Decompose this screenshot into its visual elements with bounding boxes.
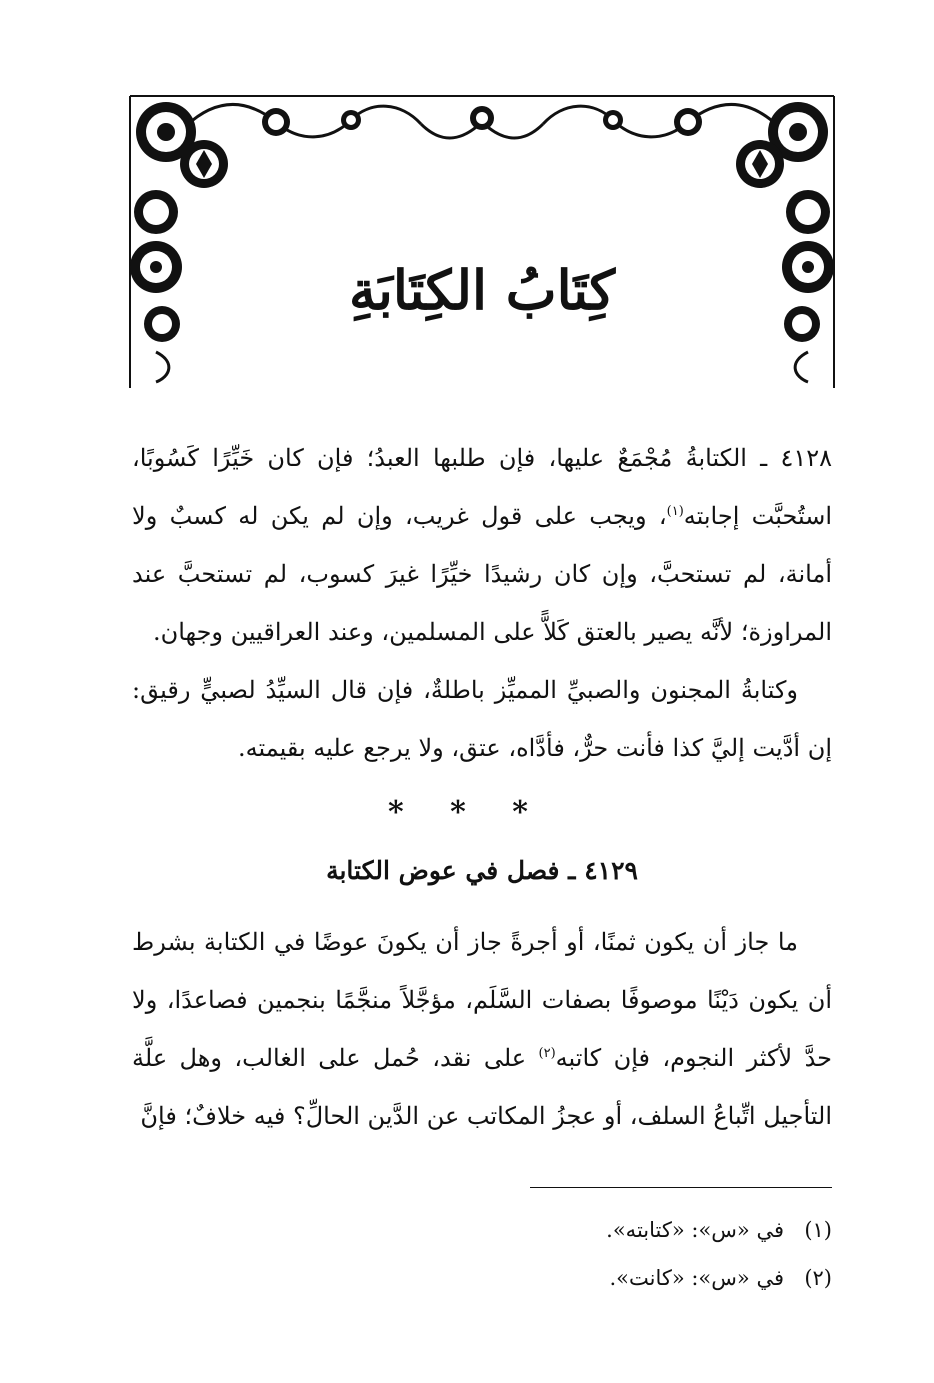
- section-heading: ٤١٢٩ ـ فصل في عوض الكتابة: [326, 856, 638, 885]
- ornamental-frame: [126, 92, 838, 392]
- section-separator: * * *: [388, 795, 546, 830]
- footnotes: [132, 1206, 832, 1302]
- paragraph-text: ، ويجب على قول غريب، وإن لم يكن له كسبٌ ولا أمانة، لم تستحبَّ، وإن كان رشيدًا خيِّرًا غيرَ كسوب، لم تستحبَّ عند المراوزة؛ لأنَّه يصير بالعتق كَلاًّ على المسلمين، وعند العراقيين وجهان.: [132, 502, 832, 646]
- footnote-number: (٢): [804, 1266, 832, 1290]
- footnote-1: [132, 1206, 832, 1254]
- entry-4128-paragraph-2: وكتابةُ المجنون والصبيِّ المميِّز باطلةٌ، فإن قال السيِّدُ لصبيٍّ رقيق: إن أدَّيت إليَّ كذا فأنت حرٌّ، فأدَّاه، عتق، ولا يرجع عليه بقيمته.: [132, 676, 832, 762]
- entry-4128-paragraph-1: [132, 429, 832, 661]
- footnote-number: (١): [804, 1218, 832, 1242]
- footnote-divider: [530, 1187, 832, 1188]
- paragraph-text: ٤١٢٨ ـ الكتابةُ مُجْمَعٌ عليها، فإن طلبها العبدُ؛ فإن كان خَيِّرًا كَسُوبًا، استُحبَّت إجابته: [132, 444, 832, 530]
- footnote-ref-2: (٢): [538, 1046, 556, 1061]
- section-4129-paragraph: [132, 913, 832, 1145]
- paragraph-text: ما جاز أن يكون ثمنًا، أو أجرةً جاز أن يكونَ عوضًا في الكتابة بشرط أن يكون دَيْنًا موصوفًا بصفات السَّلَم، مؤجَّلاً منجَّمًا بنجمين فصاعدًا، ولا حدَّ لأكثر النجوم، فإن كاتبه: [132, 928, 833, 1072]
- section-4129-body: [132, 913, 832, 1145]
- chapter-title: كِتَابُ الكِتَابَةِ: [348, 258, 616, 322]
- footnote-2: [132, 1254, 832, 1302]
- paragraph-text: على نقد، حُمل على الغالب، وهل علَّة التأجيل اتِّباعُ السلف، أو عجزُ المكاتب عن الدَّين الحالِّ؟ فيه خلافٌ؛ فإنَّ: [132, 1044, 832, 1130]
- footnote-ref-1: (١): [666, 504, 684, 519]
- footnote-text: في «س»: «كانت».: [609, 1266, 784, 1290]
- footnote-text: في «س»: «كتابته».: [606, 1218, 784, 1242]
- entry-4128: [132, 429, 832, 777]
